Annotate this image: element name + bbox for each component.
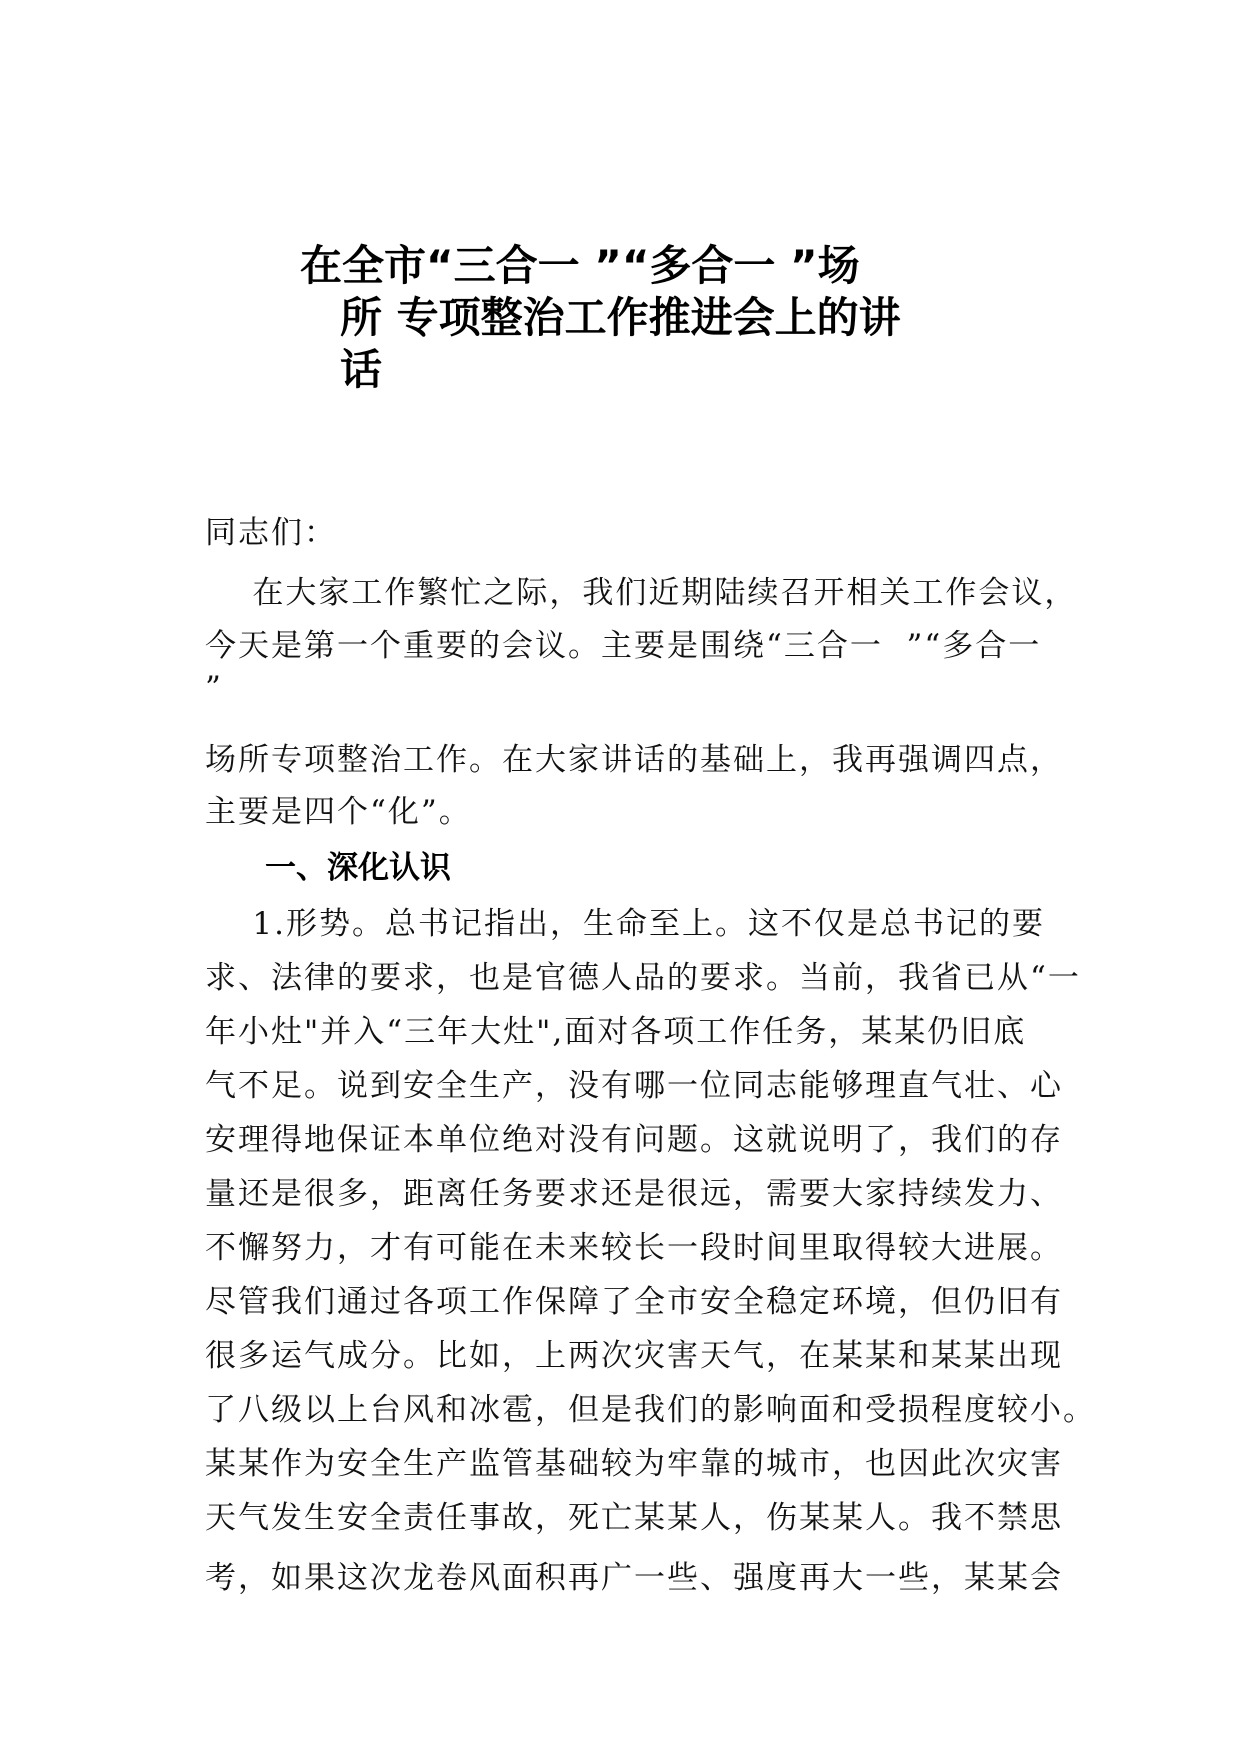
title-line-1: 在全市“三合一 ”“多合一 ”场 xyxy=(300,241,860,290)
section1-line: 不懈努力，才有可能在未来较长一段时间里取得较大进展。 xyxy=(205,1230,1063,1266)
section1-line: 考，如果这次龙卷风面积再广一些、强度再大一些，某某会 xyxy=(205,1560,1063,1596)
section1-line: 很多运气成分。比如，上两次灾害天气，在某某和某某出现 xyxy=(205,1338,1063,1374)
title-line-2: 所 专项整治工作推进会上的讲 xyxy=(340,293,901,342)
section1-line: 天气发生安全责任事故，死亡某某人，伤某某人。我不禁思 xyxy=(205,1500,1063,1536)
intro-line-5: 主要是四个“化”。 xyxy=(205,794,472,830)
section1-line: 年小灶"并入“三年大灶",面对各项工作任务，某某仍旧底 xyxy=(205,1014,1027,1050)
title-line-3: 话 xyxy=(340,345,383,394)
section1-line: 了八级以上台风和冰雹，但是我们的影响面和受损程度较小。 xyxy=(205,1392,1096,1428)
section1-line: 气不足。说到安全生产，没有哪一位同志能够理直气壮、心 xyxy=(205,1068,1063,1104)
section1-line: 安理得地保证本单位绝对没有问题。这就说明了，我们的存 xyxy=(205,1122,1063,1158)
section1-line: 求、法律的要求，也是官德人品的要求。当前，我省已从“一 xyxy=(205,960,1081,996)
salutation: 同志们： xyxy=(205,515,337,551)
intro-line-4: 场所专项整治工作。在大家讲话的基础上，我再强调四点， xyxy=(205,742,1063,778)
document-title xyxy=(300,240,980,396)
intro-line-1: 在大家工作繁忙之际，我们近期陆续召开相关工作会议， xyxy=(205,575,1078,611)
intro-line-2: 今天是第一个重要的会议。主要是围绕“三合一 ”“多合一 xyxy=(205,628,1042,664)
section1-line: 1.形势。总书记指出，生命至上。这不仅是总书记的要 xyxy=(205,906,1045,942)
intro-line-3: ” xyxy=(205,670,223,706)
section1-line: 某某作为安全生产监管基础较为牢靠的城市，也因此次灾害 xyxy=(205,1446,1063,1482)
section1-line: 量还是很多，距离任务要求还是很远，需要大家持续发力、 xyxy=(205,1176,1063,1212)
section1-line: 尽管我们通过各项工作保障了全市安全稳定环境，但仍旧有 xyxy=(205,1284,1063,1320)
section-heading-1: 一、深化认识 xyxy=(265,850,451,886)
